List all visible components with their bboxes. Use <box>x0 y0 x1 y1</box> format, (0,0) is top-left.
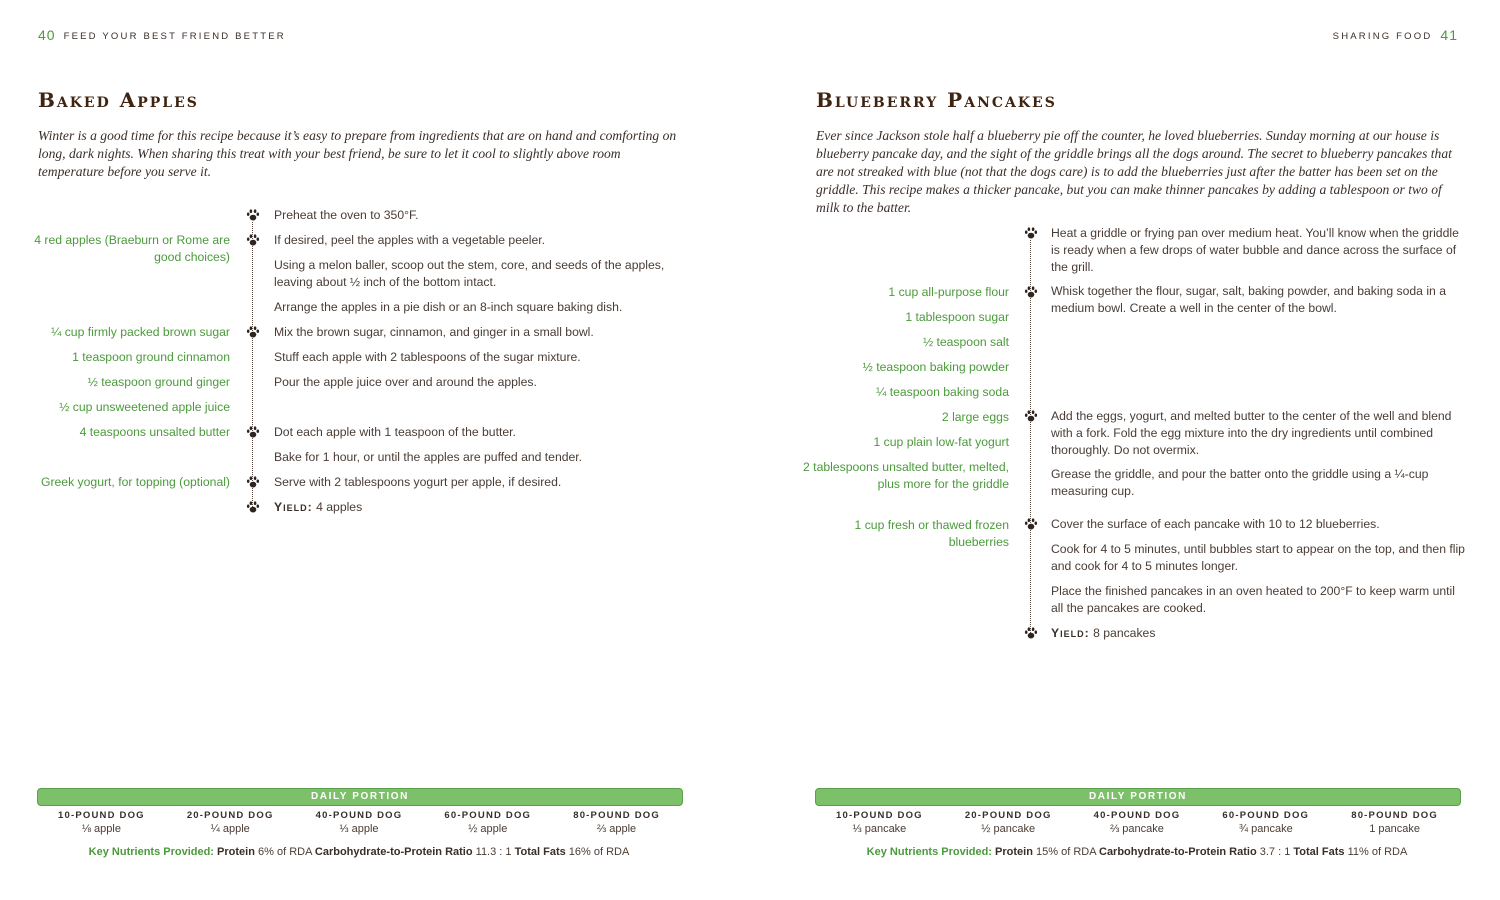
ingredient: 1 cup all-purpose flour <box>888 285 1009 299</box>
protein-label: Protein <box>217 846 255 858</box>
yield-label: Yield: <box>1051 626 1090 640</box>
recipe-title-baked-apples: Baked Apples <box>38 88 199 112</box>
dog-weight-label: 60-POUND DOG <box>1222 810 1310 821</box>
page-number-right: 41 <box>1440 27 1458 43</box>
dog-weight-label: 80-POUND DOG <box>1351 810 1438 821</box>
recipe-step: If desired, peel the apples with a vegetable peeler. <box>274 233 546 247</box>
ratio-label: Carbohydrate-to-Protein Ratio <box>314 846 473 858</box>
recipe-step: Cover the surface of each pancake with 10 to 12 blueberries. <box>1051 517 1380 531</box>
recipe-step: Serve with 2 tablespoons yogurt per apple, if desired. <box>274 475 562 489</box>
portion-cell <box>1201 808 1330 836</box>
paw-print-icon <box>246 233 260 247</box>
recipe-step: Place the finished pancakes in an oven heated to 200°F to keep warm until all the pancakes are cooked. <box>1051 584 1455 615</box>
recipe-intro-blueberry-pancakes: Ever since Jackson stole half a blueberry pie off the counter, he loved blueberries. Sunday morning at our house is blueberry pancake day, and the sight of the griddle brings all the dogs around. The secret to blueberry pancakes that are not streaked with blue (not that the dogs care) is to add the blueberries just after the batter has been set on the griddle. This recipe makes a thicker pancake, but you can make thinner pancakes by adding a tablespoon or two of milk to the batter. <box>816 128 1452 215</box>
recipe-step: Using a melon baller, scoop out the stem, core, and seeds of the apples, leaving about ½ inch of the bottom intact. <box>274 258 665 289</box>
paw-print-icon <box>246 325 260 339</box>
recipe-step: Add the eggs, yogurt, and melted butter to the center of the well and blend with a fork. Fold the egg mixture into the dry ingredients until combined thoroughly. Do not overmix. <box>1051 409 1452 457</box>
nutrients-label: Key Nutrients Provided: <box>866 846 992 858</box>
dog-weight-label: 10-POUND DOG <box>58 810 145 821</box>
recipe-intro-baked-apples: Winter is a good time for this recipe because it’s easy to prepare from ingredients that are on hand and comforting on long, dark nights. When sharing this treat with your best friend, be sure to let it cool to slightly above room temperature before you serve it. <box>38 128 677 179</box>
paw-print-icon <box>1024 285 1038 299</box>
portion-amount: ½ apple <box>468 823 508 835</box>
daily-portion-table <box>815 808 1459 836</box>
running-head-left <box>30 27 286 43</box>
recipe-step: Arrange the apples in a pie dish or an 8-inch square baking dish. <box>274 300 623 314</box>
fats-label: Total Fats <box>514 846 566 858</box>
recipe-title-blueberry-pancakes: Blueberry Pancakes <box>816 88 1057 112</box>
portion-cell <box>166 808 295 836</box>
portion-cell <box>1330 808 1459 836</box>
paw-print-icon <box>1024 517 1038 531</box>
portion-amount: ⅛ apple <box>81 823 121 835</box>
ratio-label: Carbohydrate-to-Protein Ratio <box>1099 846 1257 858</box>
ingredient: Greek yogurt, for topping (optional) <box>40 475 230 489</box>
recipe-step: Stuff each apple with 2 tablespoons of the sugar mixture. <box>274 350 581 364</box>
portion-amount: ¾ pancake <box>1238 823 1293 835</box>
recipe-step: Bake for 1 hour, or until the apples are puffed and tender. <box>274 450 583 464</box>
portion-amount: 1 pancake <box>1369 823 1420 835</box>
step-divider-line <box>252 222 253 507</box>
recipe-step: Pour the apple juice over and around the apples. <box>274 375 537 389</box>
portion-cell <box>944 808 1073 836</box>
portion-amount: ⅓ apple <box>339 823 379 835</box>
paw-print-icon <box>1024 226 1038 240</box>
portion-cell <box>37 808 166 836</box>
recipe-step: Dot each apple with 1 teaspoon of the butter. <box>274 425 516 439</box>
key-nutrients <box>815 846 1459 858</box>
protein-label: Protein <box>995 846 1033 858</box>
recipe-yield <box>1051 625 1466 642</box>
ingredient: ¼ cup firmly packed brown sugar <box>51 325 230 339</box>
paw-print-icon <box>246 208 260 222</box>
recipe-step: Grease the griddle, and pour the batter onto the griddle using a ¼-cup measuring cup. <box>1051 467 1429 498</box>
daily-portion-header: DAILY PORTION <box>37 788 683 806</box>
ingredient: 1 cup plain low-fat yogurt <box>873 435 1009 449</box>
paw-print-icon <box>246 425 260 439</box>
portion-cell <box>423 808 552 836</box>
yield-value: 4 apples <box>316 500 363 514</box>
protein-value: 6% of RDA <box>258 846 312 858</box>
running-head-right <box>1333 27 1466 43</box>
dog-weight-label: 60-POUND DOG <box>444 810 532 821</box>
ingredient: 1 teaspoon ground cinnamon <box>72 350 230 364</box>
portion-amount: ⅔ pancake <box>1110 823 1164 835</box>
dog-weight-label: 20-POUND DOG <box>964 810 1052 821</box>
fats-value: 16% of RDA <box>568 846 630 858</box>
yield-label: Yield: <box>274 500 313 514</box>
ingredient: 1 tablespoon sugar <box>905 310 1009 324</box>
nutrients-label: Key Nutrients Provided: <box>88 846 214 858</box>
paw-print-icon <box>1024 626 1038 640</box>
ingredient: 2 large eggs <box>941 410 1009 424</box>
recipe-step: Heat a griddle or frying pan over medium heat. You’ll know when the griddle is ready when a few drops of water bubble and dance across the surface of the grill. <box>1051 226 1459 274</box>
recipe-step: Cook for 4 to 5 minutes, until bubbles start to appear on the top, and then flip and cook for 4 to 5 minutes longer. <box>1051 542 1465 573</box>
ingredient: ½ teaspoon ground ginger <box>87 375 230 389</box>
page-number-left: 40 <box>38 27 56 43</box>
ingredient: ¼ teaspoon baking soda <box>876 385 1009 399</box>
key-nutrients <box>37 846 681 858</box>
fats-value: 11% of RDA <box>1347 846 1408 858</box>
dog-weight-label: 40-POUND DOG <box>315 810 403 821</box>
recipe-step: Mix the brown sugar, cinnamon, and ginger in a small bowl. <box>274 325 594 339</box>
recipe-yield <box>274 499 674 516</box>
ingredient: 2 tablespoons unsalted butter, melted, plus more for the griddle <box>803 460 1009 491</box>
ingredient: 4 red apples (Braeburn or Rome are good choices) <box>34 233 230 264</box>
ratio-value: 11.3 : 1 <box>475 846 512 858</box>
dog-weight-label: 40-POUND DOG <box>1093 810 1181 821</box>
portion-amount: ⅓ pancake <box>852 823 907 835</box>
portion-amount: ⅔ apple <box>597 823 637 835</box>
daily-portion-header: DAILY PORTION <box>815 788 1461 806</box>
ingredient: 1 cup fresh or thawed frozen blueberries <box>854 518 1009 549</box>
daily-portion-table <box>37 808 681 836</box>
recipe-step: Whisk together the flour, sugar, salt, baking powder, and baking soda in a medium bowl. Create a well in the center of the bowl. <box>1051 284 1446 315</box>
dog-weight-label: 10-POUND DOG <box>836 810 923 821</box>
paw-print-icon <box>246 500 260 514</box>
running-head-text-left: FEED YOUR BEST FRIEND BETTER <box>63 31 286 42</box>
portion-amount: ¼ apple <box>210 823 250 835</box>
yield-value: 8 pancakes <box>1093 626 1156 640</box>
ingredient: ½ teaspoon salt <box>922 335 1009 349</box>
protein-value: 15% of RDA <box>1036 846 1096 858</box>
portion-cell <box>295 808 424 836</box>
recipe-step: Preheat the oven to 350°F. <box>274 208 419 222</box>
portion-cell <box>1073 808 1202 836</box>
paw-print-icon <box>246 475 260 489</box>
fats-label: Total Fats <box>1293 846 1345 858</box>
dog-weight-label: 80-POUND DOG <box>573 810 660 821</box>
ingredient: ½ teaspoon baking powder <box>862 360 1009 374</box>
dog-weight-label: 20-POUND DOG <box>186 810 274 821</box>
ratio-value: 3.7 : 1 <box>1259 846 1291 858</box>
portion-cell <box>552 808 681 836</box>
portion-amount: ½ pancake <box>981 823 1036 835</box>
running-head-text-right: SHARING FOOD <box>1332 31 1433 42</box>
ingredient: 4 teaspoons unsalted butter <box>79 425 230 439</box>
right-page <box>750 0 1500 900</box>
portion-cell <box>815 808 944 836</box>
paw-print-icon <box>1024 409 1038 423</box>
ingredient: ½ cup unsweetened apple juice <box>59 400 230 414</box>
